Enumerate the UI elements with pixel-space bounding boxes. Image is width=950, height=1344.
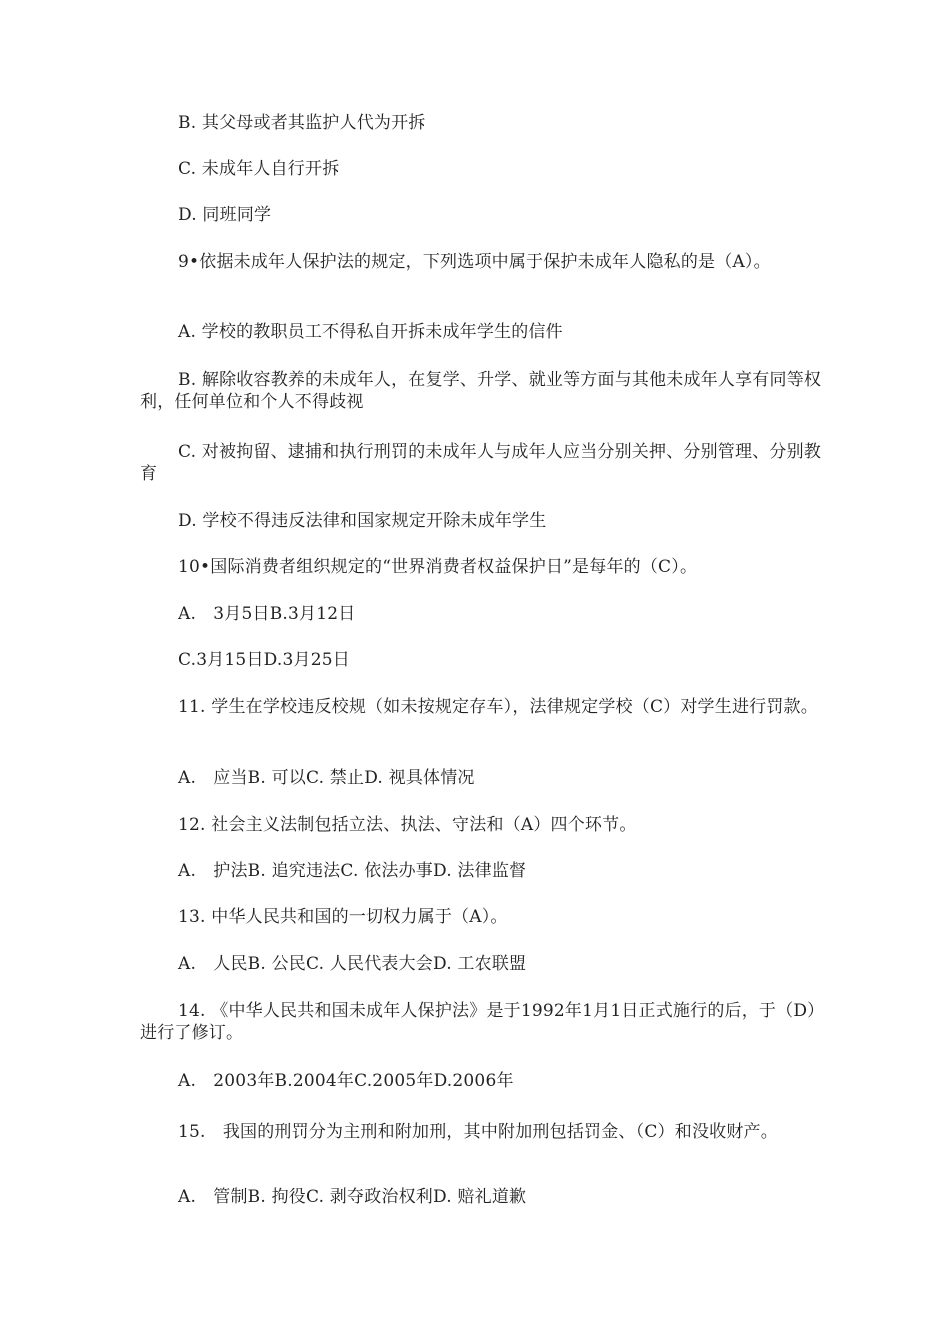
- option-line: B. 解除收容教养的未成年人，在复学、升学、就业等方面与其他未成年人享有同等权利，任何单位和个人不得歧视: [140, 370, 822, 412]
- question-14: 14. 《中华人民共和国未成年人保护法》是于1992年1月1日正式施行的后，于（D）进行了修订。: [140, 1001, 825, 1043]
- question-13: 13. 中华人民共和国的一切权力属于（A）。: [178, 907, 508, 927]
- option-line: C. 未成年人自行开拆: [178, 159, 340, 179]
- question-12: 12. 社会主义法制包括立法、执法、守法和（A）四个环节。: [178, 815, 637, 835]
- question-15: 15. 我国的刑罚分为主刑和附加刑，其中附加刑包括罚金、（C）和没收财产。: [178, 1122, 778, 1142]
- option-line: C.3月15日D.3月25日: [178, 650, 350, 670]
- option-line: D. 同班同学: [178, 205, 272, 225]
- option-line: D. 学校不得违反法律和国家规定开除未成年学生: [178, 511, 547, 531]
- question-10: 10•国际消费者组织规定的“世界消费者权益保护日”是每年的（C）。: [178, 557, 698, 577]
- option-line: A. 3月5日B.3月12日: [178, 604, 356, 624]
- option-line: A. 管制B. 拘役C. 剥夺政治权利D. 赔礼道歉: [178, 1187, 527, 1207]
- option-line: A. 应当B. 可以C. 禁止D. 视具体情况: [178, 768, 475, 788]
- option-line: A. 2003年B.2004年C.2005年D.2006年: [178, 1071, 514, 1091]
- option-line: C. 对被拘留、逮捕和执行刑罚的未成年人与成年人应当分别关押、分别管理、分别教育: [140, 442, 822, 484]
- question-9: 9•依据未成年人保护法的规定，下列选项中属于保护未成年人隐私的是（A）。: [178, 252, 771, 272]
- option-line: A. 人民B. 公民C. 人民代表大会D. 工农联盟: [178, 954, 527, 974]
- option-line: B. 其父母或者其监护人代为开拆: [178, 113, 426, 133]
- option-line: A. 护法B. 追究违法C. 依法办事D. 法律监督: [178, 861, 527, 881]
- question-11: 11. 学生在学校违反校规（如未按规定存车），法律规定学校（C）对学生进行罚款。: [178, 697, 818, 717]
- option-line: A. 学校的教职员工不得私自开拆未成年学生的信件: [178, 322, 563, 342]
